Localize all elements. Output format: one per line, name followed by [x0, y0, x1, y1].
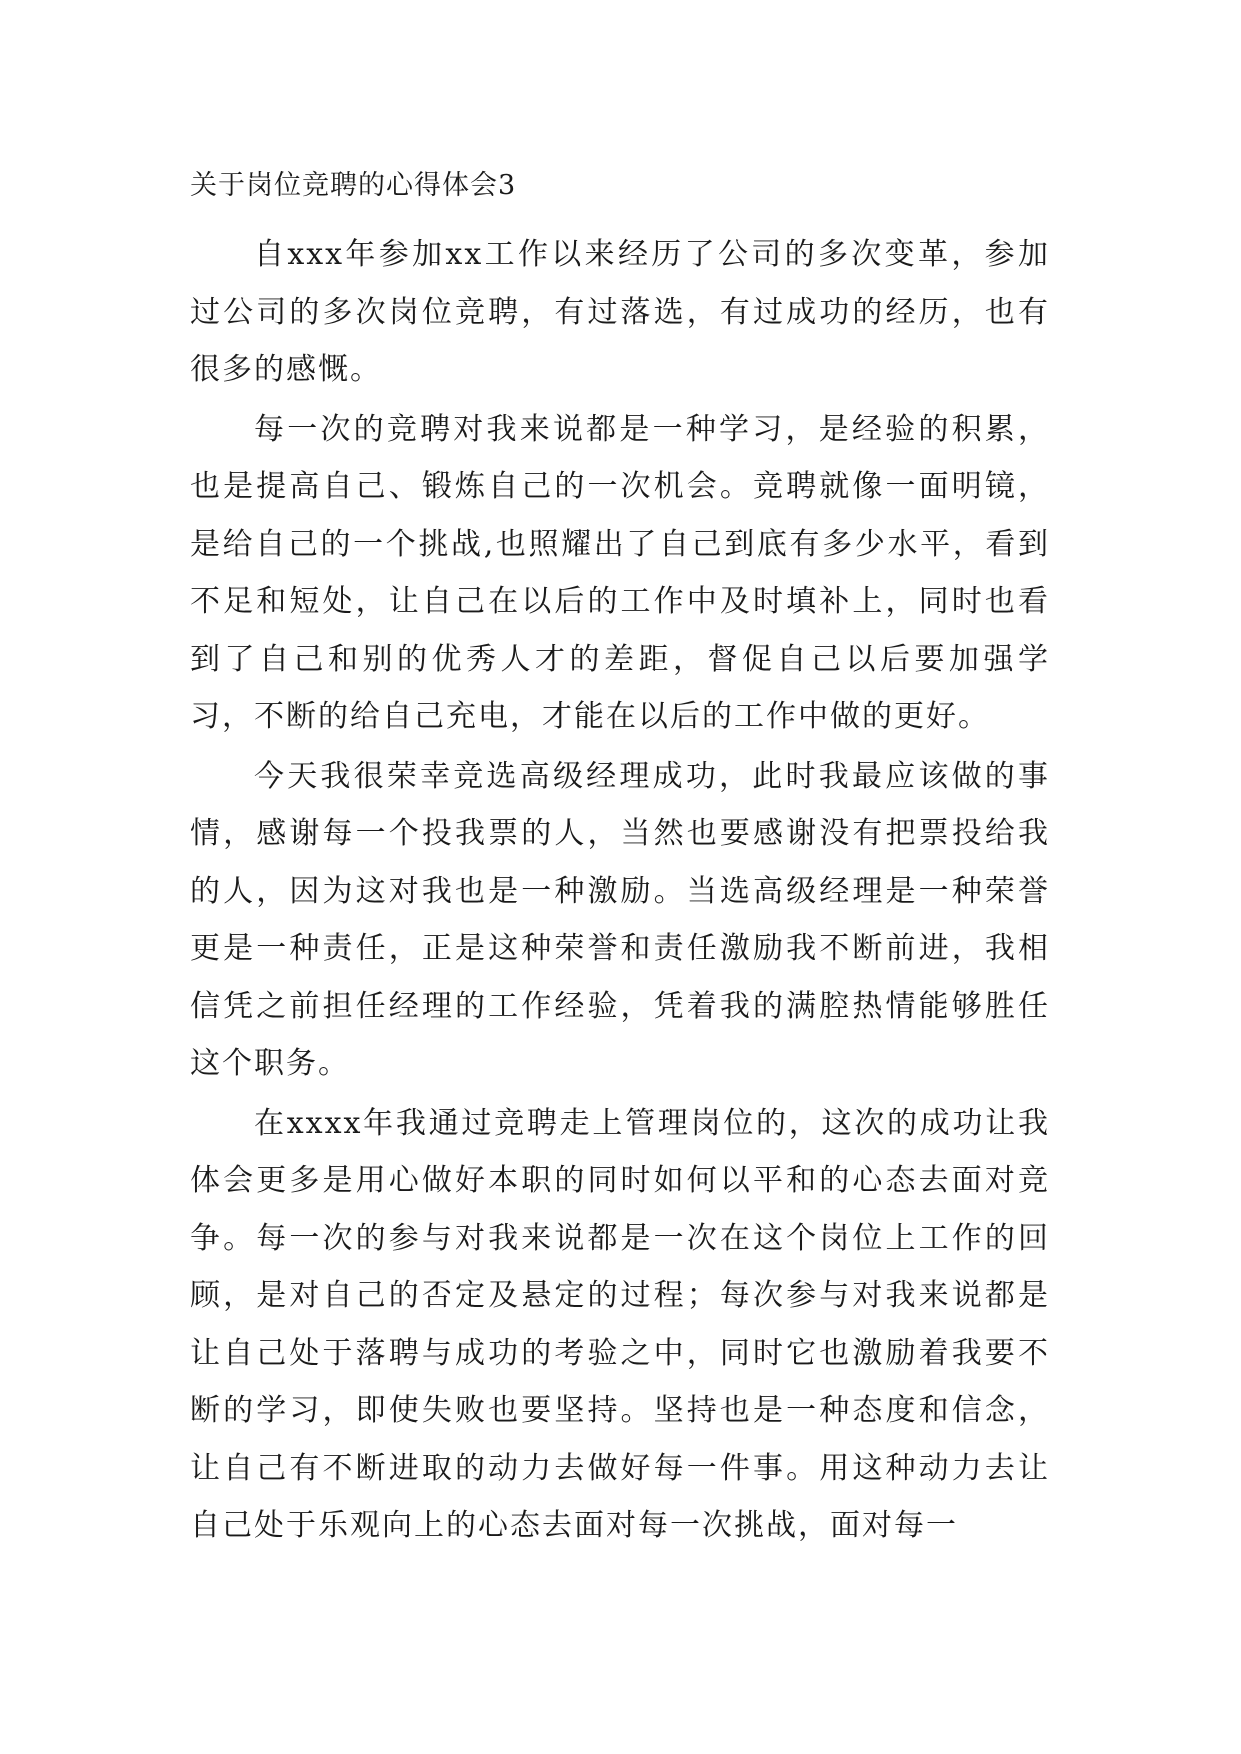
document-title: 关于岗位竞聘的心得体会3 — [190, 170, 517, 201]
document-page — [190, 168, 1050, 1557]
paragraph-1: 自xxx年参加xx工作以来经历了公司的多次变革，参加过公司的多次岗位竞聘，有过落选，有过成功的经历，也有很多的感慨。 — [190, 237, 1050, 387]
paragraph-2: 每一次的竞聘对我来说都是一种学习，是经验的积累，也是提高自己、锻炼自己的一次机会。竞聘就像一面明镜，是给自己的一个挑战,也照耀出了自己到底有多少水平，看到不足和短处，让自己在以后的工作中及时填补上，同时也看到了自己和别的优秀人才的差距，督促自己以后要加强学习，不断的给自己充电，才能在以后的工作中做的更好。 — [190, 411, 1050, 734]
paragraph-4: 在xxxx年我通过竞聘走上管理岗位的，这次的成功让我体会更多是用心做好本职的同时如何以平和的心态去面对竞争。每一次的参与对我来说都是一次在这个岗位上工作的回顾，是对自己的否定及悬定的过程；每次参与对我来说都是让自己处于落聘与成功的考验之中，同时它也激励着我要不断的学习，即使失败也要坚持。坚持也是一种态度和信念，让自己有不断进取的动力去做好每一件事。用这种动力去让自己处于乐观向上的心态去面对每一次挑战，面对每一 — [190, 1105, 1050, 1543]
paragraph-3: 今天我很荣幸竞选高级经理成功，此时我最应该做的事情，感谢每一个投我票的人，当然也要感谢没有把票投给我的人，因为这对我也是一种激励。当选高级经理是一种荣誉更是一种责任，正是这种荣誉和责任激励我不断前进，我相信凭之前担任经理的工作经验，凭着我的满腔热情能够胜任这个职务。 — [190, 758, 1050, 1081]
